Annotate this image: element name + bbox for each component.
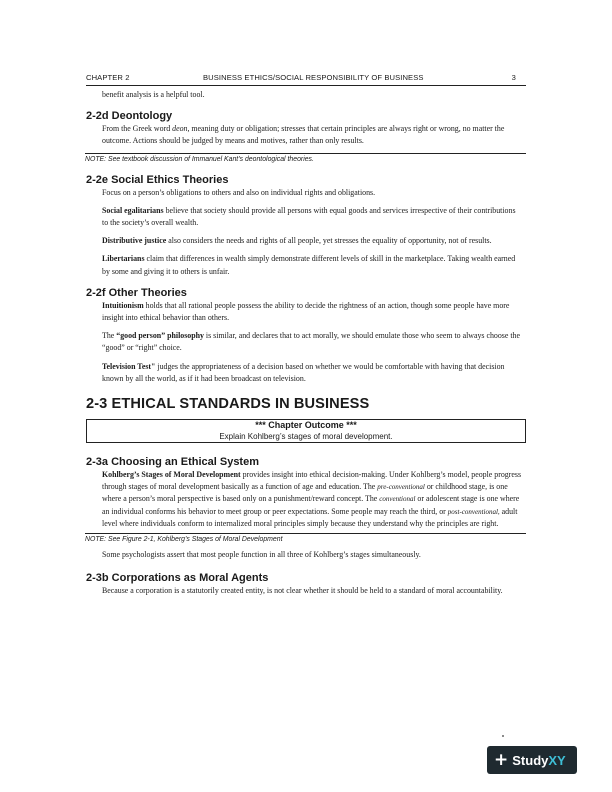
libertarians-paragraph: Libertarians claim that differences in wealth simply demonstrate different levels of skill in the marketplace. Taking wealth earned by some and giving it to others is unfair. bbox=[102, 254, 516, 276]
social-egalitarians-paragraph: Social egalitarians believe that society should provide all persons with equal goods and services irrespective of their contributions to the society’s overall wealth. bbox=[102, 205, 516, 228]
good-person-paragraph: The “good person” philosophy is similar, and declares that to act morally, we should emulate those who seem to always choose the “good” or “right” choice. bbox=[102, 331, 520, 353]
television-test-paragraph: Television Test" judges the appropriateness of a decision based on whether we would be comfortable with having that decision known by all the world, as if it had been broadcast on television. bbox=[102, 361, 505, 383]
chapter-outcome-text: Explain Kohlberg’s stages of moral development. bbox=[219, 432, 393, 442]
header-page-number: 3 bbox=[511, 73, 516, 82]
heading-choosing-system: 2-3a Choosing an Ethical System bbox=[86, 456, 259, 469]
stray-dot bbox=[502, 735, 504, 737]
distributive-justice-paragraph: Distributive justice also considers the needs and rights of all people, yet stresses the equality of opportunity, not of results. bbox=[102, 236, 492, 246]
page-body bbox=[86, 89, 526, 597]
running-header bbox=[86, 73, 526, 86]
heading-corporations-moral-agents: 2-3b Corporations as Moral Agents bbox=[86, 572, 269, 585]
note-kant: NOTE: See textbook discussion of Immanuel Kant’s deontological theories. bbox=[85, 153, 526, 165]
header-chapter: CHAPTER 2 bbox=[86, 73, 130, 82]
corporations-paragraph: Because a corporation is a statutorily created entity, is not clear whether it should be held to a standard of moral accountability. bbox=[102, 586, 503, 596]
chapter-outcome-box bbox=[86, 419, 526, 443]
studyxy-wordmark: StudyXY bbox=[512, 752, 566, 768]
heading-deontology: 2-2d Deontology bbox=[86, 110, 173, 123]
studyxy-logo bbox=[487, 746, 577, 774]
psychologists-paragraph: Some psychologists assert that most people function in all three of Kohlberg’s stages simultaneously. bbox=[102, 550, 421, 560]
deontology-paragraph: From the Greek word deon, meaning duty or obligation; stresses that certain principles are always right or wrong, no matter the outcome. Actions should be judged by means and motives, rather than only results. bbox=[102, 124, 505, 146]
header-title: BUSINESS ETHICS/SOCIAL RESPONSIBILITY OF BUSINESS bbox=[203, 73, 424, 82]
note-kohlberg-figure: NOTE: See Figure 2-1, Kohlberg’s Stages of Moral Development bbox=[85, 533, 526, 545]
kohlberg-paragraph: Kohlberg’s Stages of Moral Development provides insight into ethical decision-making. Under Kohlberg’s model, people progress through stages of moral development basically as a function of age and education. The pre-conventional or childhood stage, is one where a person’s moral perspective is based only on a punishment/reward concept. The conventional or adolescent stage is one where an individual conforms his behavior to meet group or peer expectations. Some people may reach the third, or post-conventional, adult level where individuals conform to internalized moral principles simply because they understand why the principles are right. bbox=[102, 470, 522, 528]
intuitionism-paragraph: Intuitionism holds that all rational people possess the ability to decide the rightness of an action, though some people have more insight into ethical behavior than others. bbox=[102, 300, 510, 323]
plus-icon: + bbox=[494, 750, 509, 770]
heading-social-ethics: 2-2e Social Ethics Theories bbox=[86, 173, 229, 186]
heading-ethical-standards: 2-3 ETHICAL STANDARDS IN BUSINESS bbox=[86, 396, 370, 413]
heading-other-theories: 2-2f Other Theories bbox=[86, 286, 187, 299]
intro-line: benefit analysis is a helpful tool. bbox=[102, 90, 205, 99]
chapter-outcome-title: *** Chapter Outcome *** bbox=[255, 420, 357, 431]
social-ethics-intro: Focus on a person’s obligations to others and also on individual rights and obligations. bbox=[102, 187, 376, 197]
